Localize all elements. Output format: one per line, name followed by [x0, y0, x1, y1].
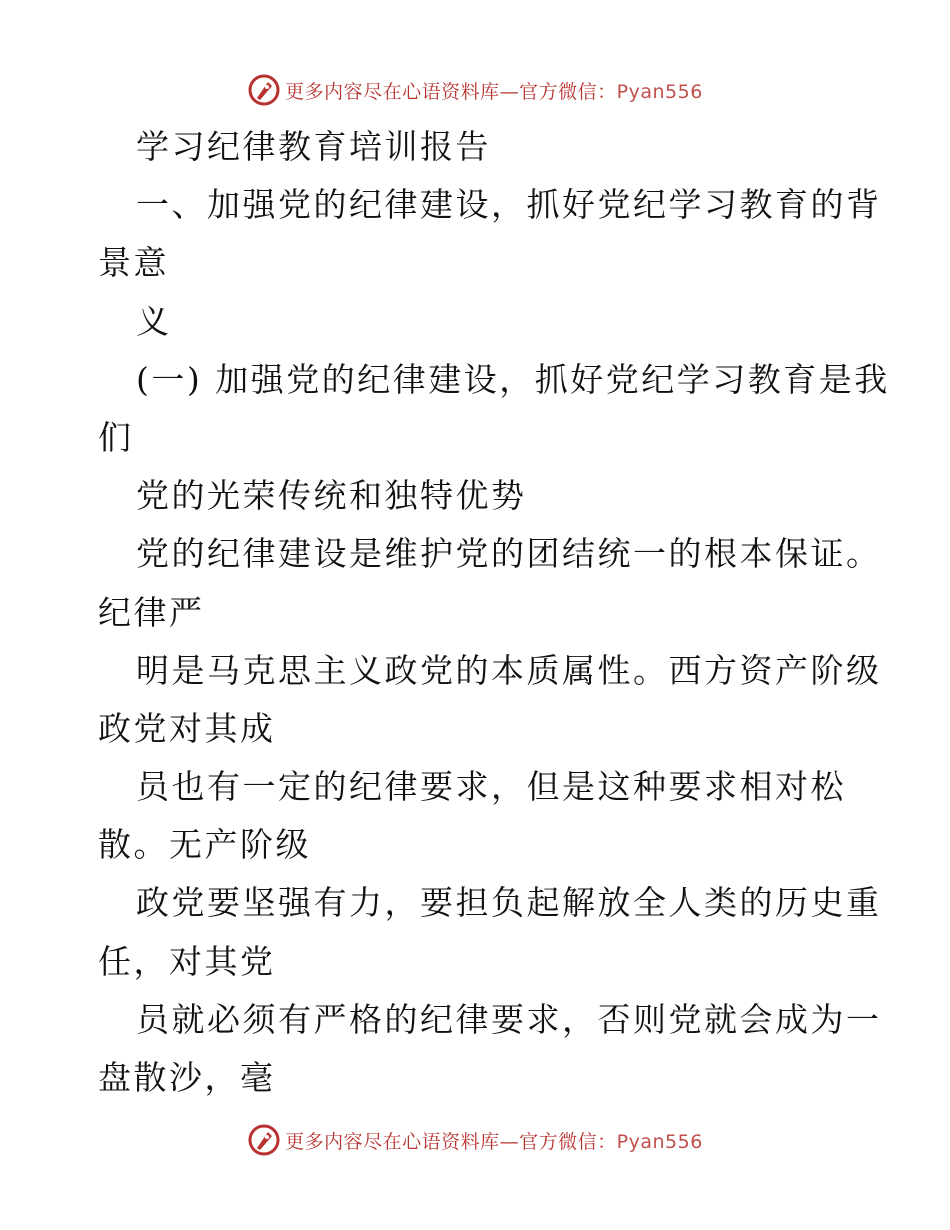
- body-line: 任，对其党: [98, 941, 276, 981]
- footer-watermark-text: 更多内容尽在心语资料库—官方微信：: [285, 1130, 617, 1153]
- body-line: 一、加强党的纪律建设，抓好党纪学习教育的背: [136, 185, 882, 225]
- pen-nib-logo-icon: [247, 1123, 281, 1157]
- body-line: 盘散沙，毫: [98, 1058, 276, 1097]
- body-line: (一) 加强党的纪律建设，抓好党纪学习教育是我: [136, 359, 890, 399]
- body-line: 员也有一定的纪律要求，但是这种要求相对松: [136, 767, 846, 807]
- header-watermark-text: 更多内容尽在心语资料库—官方微信：: [285, 80, 617, 103]
- footer-watermark: [0, 1120, 950, 1160]
- body-line: 员就必须有严格的纪律要求，否则党就会成为一: [136, 999, 882, 1039]
- header-wechat-id: Pyan556: [616, 80, 703, 103]
- body-line: 们: [98, 417, 134, 457]
- body-line: 景意: [98, 243, 169, 283]
- body-line: 义: [136, 301, 172, 341]
- body-line: 党的光荣传统和独特优势: [136, 476, 527, 516]
- body-line: 明是马克思主义政党的本质属性。西方资产阶级: [136, 650, 882, 690]
- header-watermark: [0, 70, 950, 110]
- body-line: 政党对其成: [98, 708, 276, 748]
- footer-wechat-id: Pyan556: [616, 1130, 703, 1153]
- pen-nib-logo-icon: [247, 73, 281, 107]
- body-line: 散。无产阶级: [98, 825, 311, 865]
- document-title: 学习纪律教育培训报告: [136, 127, 491, 166]
- document-body: [98, 118, 890, 1107]
- body-line: 政党要坚强有力，要担负起解放全人类的历史重: [136, 883, 882, 923]
- body-line: 纪律严: [98, 592, 205, 632]
- body-line: 党的纪律建设是维护党的团结统一的根本保证。: [136, 534, 882, 574]
